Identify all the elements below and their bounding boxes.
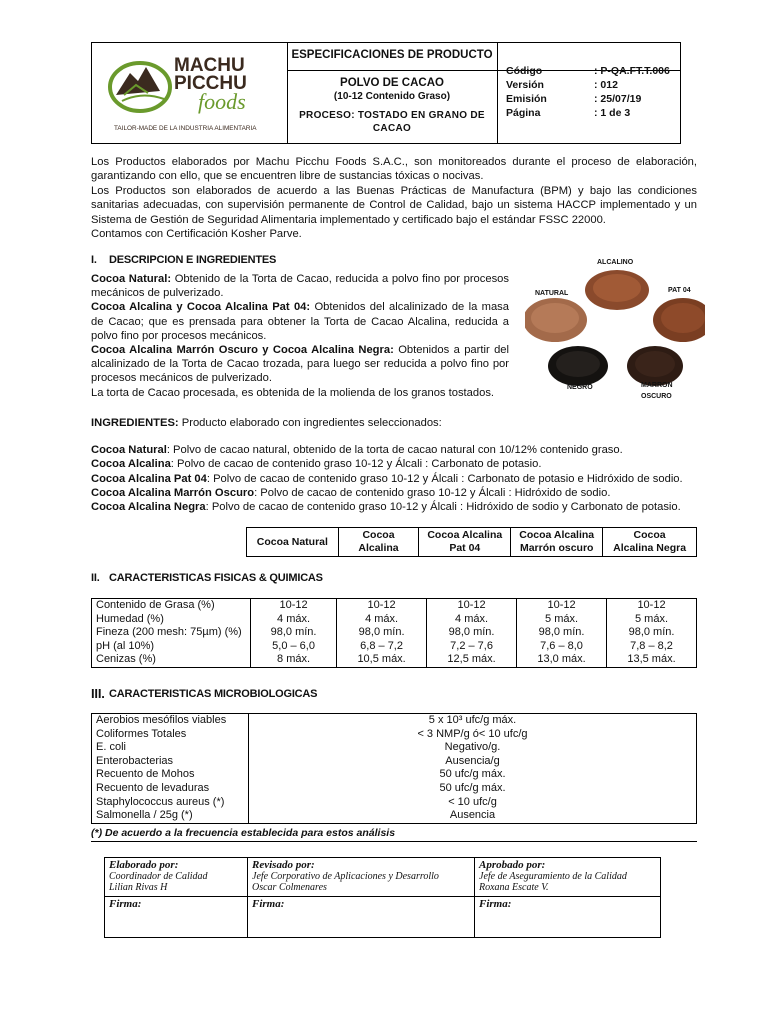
table-row	[92, 728, 697, 742]
desc-text: Obtenido de la Torta de Cacao, reducida a polvo fino por procesos mecánicos de pulverizado.	[91, 273, 509, 300]
section-1-title: DESCRIPCION E INGREDIENTES	[109, 254, 277, 266]
product-column	[247, 528, 339, 557]
col-line1: Cocoa Alcalina	[427, 529, 503, 541]
value-cell: 10,5 máx.	[337, 653, 427, 667]
value-cell: 12,5 máx.	[427, 653, 517, 667]
product-name: POLVO DE CACAO	[340, 77, 444, 89]
value-cell: 6,8 – 7,2	[337, 640, 427, 654]
footnote: (*) De acuerdo a la frecuencia establecida para estos análisis	[91, 827, 396, 839]
section-2-title: CARACTERISTICAS FISICAS & QUIMICAS	[109, 572, 323, 584]
ingredient-text: : Polvo de cacao de contenido graso 10-12 y Álcali : Hidróxido de sodio y Carbonato de potasio.	[205, 501, 681, 514]
product-descriptions	[91, 272, 509, 400]
aprobado-name: Roxana Escate V.	[479, 882, 549, 893]
value-cell: 98,0 mín.	[251, 626, 337, 640]
footnote-divider	[91, 841, 697, 842]
revisado-cell	[248, 858, 475, 897]
ingredients-list	[91, 443, 711, 514]
label-marron: MARRON	[641, 382, 673, 389]
ingredient-text: : Polvo de cacao de contenido graso 10-12 y Álcali : Carbonato de potasio.	[170, 458, 542, 471]
meta-label: Página	[506, 107, 541, 119]
elaborado-heading: Elaborado por:	[109, 859, 179, 871]
value-cell: 10-12	[427, 599, 517, 613]
meta-value: : 25/07/19	[594, 93, 642, 105]
value-cell: 7,8 – 8,2	[607, 640, 697, 654]
value-cell: 5 máx.	[517, 613, 607, 627]
section-2-number: II.	[91, 572, 100, 584]
param-cell: Enterobacterias	[96, 754, 174, 767]
logo-tagline: TAILOR-MADE DE LA INDUSTRIA ALIMENTARIA	[114, 125, 257, 132]
physical-chemical-table	[91, 598, 697, 668]
aprobado-cell	[475, 858, 661, 897]
col-line2: Alcalina Negra	[613, 542, 687, 554]
revisado-role: Jefe Corporativo de Aplicaciones y Desarrollo	[252, 871, 439, 882]
col-line2: Alcalina	[358, 542, 399, 554]
firma-label: Firma:	[109, 898, 142, 910]
param-cell: Recuento de levaduras	[96, 781, 210, 794]
table-row	[92, 599, 697, 613]
param-cell: Humedad (%)	[96, 612, 164, 625]
meta-value: : P-QA.FT.T.006	[594, 65, 670, 77]
desc-text: Obtenidos a partir del alcalinizado de la Torta de Cacao trozada, para luego ser reducida a polvo fino por procesos mecánicos de pulverizado.	[91, 344, 509, 385]
value-cell: Ausencia/g	[249, 755, 697, 769]
param-cell: Fineza (200 mesh: 75µm) (%)	[96, 626, 242, 639]
ingredients-heading: INGREDIENTES:	[91, 417, 179, 429]
meta-label: Código	[506, 65, 543, 77]
section-3-number: III.	[91, 686, 105, 701]
desc-text: Obtenidos del alcalinizado de la masa de Cacao; que es prensada para obtener la Torta de Cacao Alcalina, reducida a polvo fino por procesos mecánicos.	[91, 301, 509, 342]
value-cell: 50 ufc/g máx.	[249, 782, 697, 796]
ingredient-term: Cocoa Alcalina Pat 04	[91, 472, 207, 485]
param-cell: Salmonella / 25g (*)	[96, 809, 193, 822]
meta-row	[506, 107, 676, 121]
cocoa-powder-photo	[525, 258, 705, 404]
value-cell: 8 máx.	[251, 653, 337, 667]
revisado-heading: Revisado por:	[252, 859, 315, 871]
value-cell: 10-12	[607, 599, 697, 613]
label-negro: NEGRO	[567, 384, 593, 391]
meta-value: : 1 de 3	[594, 107, 631, 119]
ingredient-term: Cocoa Alcalina	[91, 458, 171, 471]
ingredient-item	[91, 500, 711, 514]
section-3-title: CARACTERISTICAS MICROBIOLOGICAS	[109, 688, 318, 700]
param-cell: Cenizas (%)	[96, 653, 156, 666]
process-title: PROCESO: TOSTADO EN GRANO DE CACAO	[299, 110, 485, 134]
value-cell: 4 máx.	[337, 613, 427, 627]
desc-last: La torta de Cacao procesada, es obtenida de la molienda de los granos tostados.	[91, 386, 495, 399]
label-alcalino: ALCALINO	[597, 259, 634, 266]
elaborado-name: Lilian Rivas H	[109, 882, 168, 893]
label-natural: NATURAL	[535, 290, 569, 297]
value-cell: 13,5 máx.	[607, 653, 697, 667]
intro-paragraph-1: Los Productos elaborados por Machu Picchu Foods S.A.C., son monitoreados durante el proceso de elaboración, garantizando con ello, que se encuentren libre de sustancias tóxicas o nocivas.	[91, 156, 697, 183]
document-header	[91, 42, 681, 144]
value-cell: 5,0 – 6,0	[251, 640, 337, 654]
desc-term: Cocoa Alcalina Marrón Oscuro y Cocoa Alcalina Negra:	[91, 344, 394, 357]
revisado-name: Oscar Colmenares	[252, 882, 327, 893]
col-line1: Cocoa Alcalina	[519, 529, 595, 541]
company-logo	[102, 51, 282, 135]
product-column	[603, 528, 697, 557]
firma-label: Firma:	[479, 898, 512, 910]
value-cell: 4 máx.	[251, 613, 337, 627]
ingredient-item	[91, 443, 711, 457]
ingredient-text: : Polvo de cacao de contenido graso 10-12 y Álcali : Hidróxido de sodio.	[254, 486, 611, 499]
value-cell: 98,0 mín.	[337, 626, 427, 640]
elaborado-signature	[105, 897, 248, 938]
meta-row	[506, 79, 676, 93]
label-oscuro: OSCURO	[641, 393, 672, 400]
col-line1: Cocoa	[633, 529, 666, 541]
value-cell: 10-12	[251, 599, 337, 613]
value-cell: 4 máx.	[427, 613, 517, 627]
ingredients-intro	[91, 416, 442, 430]
table-row	[92, 809, 697, 823]
meta-row	[506, 65, 676, 79]
param-cell: pH (al 10%)	[96, 639, 155, 652]
ingredient-text: : Polvo de cacao natural, obtenido de la torta de cacao natural con 10/12% contenido graso.	[166, 444, 623, 456]
table-row	[92, 796, 697, 810]
table-row	[92, 653, 697, 667]
doc-type: ESPECIFICACIONES DE PRODUCTO	[291, 49, 493, 61]
table-row	[92, 714, 697, 728]
aprobado-signature	[475, 897, 661, 938]
desc-item	[91, 300, 509, 343]
desc-item	[91, 272, 509, 300]
table-row	[92, 768, 697, 782]
table-row	[92, 741, 697, 755]
param-cell: E. coli	[96, 741, 126, 754]
logo-text-picchu: PICCHU	[174, 73, 247, 94]
value-cell: 5 x 10³ ufc/g máx.	[249, 714, 697, 728]
intro-paragraph-3: Contamos con Certificación Kosher Parve.	[91, 228, 302, 240]
meta-row	[506, 93, 676, 107]
ingredient-item	[91, 486, 711, 500]
meta-value: : 012	[594, 79, 618, 91]
signatures-table	[104, 857, 661, 938]
logo-text-foods: foods	[198, 89, 246, 114]
desc-item	[91, 343, 509, 386]
param-cell: Coliformes Totales	[96, 727, 187, 740]
doc-meta	[506, 65, 676, 121]
fat-content: (10-12 Contenido Graso)	[333, 91, 451, 102]
param-cell: Staphylococcus aureus (*)	[96, 795, 225, 808]
intro-paragraph-2: Los Productos son elaborados de acuerdo a las Buenas Prácticas de Manufactura (BPM) y bajo las condiciones sanitarias adecuadas, con supervisión permanente de Control de Calidad, bajo un sistema HACCP implementado y un Sistema de Gestión de Seguridad Alimentaria implementado y certificado bajo el estándar FSSC 22000.	[91, 185, 697, 226]
label-pat04: PAT 04	[668, 287, 691, 294]
firma-label: Firma:	[252, 898, 285, 910]
value-cell: 5 máx.	[607, 613, 697, 627]
value-cell: < 3 NMP/g ó< 10 ufc/g	[249, 728, 697, 742]
value-cell: 7,2 – 7,6	[427, 640, 517, 654]
value-cell: Negativo/g.	[249, 741, 697, 755]
product-column	[338, 528, 419, 557]
table-row	[92, 626, 697, 640]
desc-term: Cocoa Natural:	[91, 273, 172, 285]
product-column	[419, 528, 511, 557]
ingredient-item	[91, 457, 711, 471]
elaborado-role: Coordinador de Calidad	[109, 871, 208, 882]
desc-term: Cocoa Alcalina y Cocoa Alcalina Pat 04:	[91, 301, 311, 314]
elaborado-cell	[105, 858, 248, 897]
aprobado-heading: Aprobado por:	[479, 859, 546, 871]
value-cell: < 10 ufc/g	[249, 796, 697, 810]
col-line2: Pat 04	[449, 542, 481, 554]
product-column	[511, 528, 603, 557]
value-cell: 10-12	[517, 599, 607, 613]
table-row	[92, 613, 697, 627]
value-cell: 50 ufc/g máx.	[249, 768, 697, 782]
value-cell: 98,0 mín.	[607, 626, 697, 640]
ingredients-text: Producto elaborado con ingredientes seleccionados:	[178, 417, 442, 429]
value-cell: 98,0 mín.	[517, 626, 607, 640]
logo-text-machu: MACHU	[174, 55, 245, 76]
revisado-signature	[248, 897, 475, 938]
aprobado-role: Jefe de Aseguramiento de la Calidad	[479, 871, 627, 882]
ingredient-item	[91, 472, 711, 486]
col-line1: Cocoa Natural	[256, 535, 328, 548]
value-cell: 13,0 máx.	[517, 653, 607, 667]
microbiological-table	[91, 713, 697, 824]
value-cell: 10-12	[337, 599, 427, 613]
table-row	[92, 782, 697, 796]
cocoa-piles-icon	[525, 258, 705, 404]
table-row	[92, 640, 697, 654]
value-cell: 98,0 mín.	[427, 626, 517, 640]
table-row	[92, 755, 697, 769]
value-cell: Ausencia	[249, 809, 697, 823]
ingredient-term: Cocoa Alcalina Marrón Oscuro	[91, 486, 255, 499]
ingredient-text: : Polvo de cacao de contenido graso 10-12 y Álcali : Carbonato de potasio e Hidróxido de sodio.	[206, 472, 683, 485]
param-cell: Contenido de Grasa (%)	[96, 599, 215, 611]
value-cell: 7,6 – 8,0	[517, 640, 607, 654]
param-cell: Aerobios mesófilos viables	[96, 714, 227, 726]
section-1-number: I.	[91, 254, 97, 266]
ingredient-term: Cocoa Natural	[91, 444, 167, 456]
col-line1: Cocoa	[362, 529, 395, 541]
product-columns-table	[246, 527, 697, 557]
col-line2: Marrón oscuro	[519, 542, 594, 554]
ingredient-term: Cocoa Alcalina Negra	[91, 501, 206, 514]
meta-label: Emisión	[506, 93, 547, 105]
param-cell: Recuento de Mohos	[96, 768, 195, 781]
meta-label: Versión	[506, 79, 544, 91]
